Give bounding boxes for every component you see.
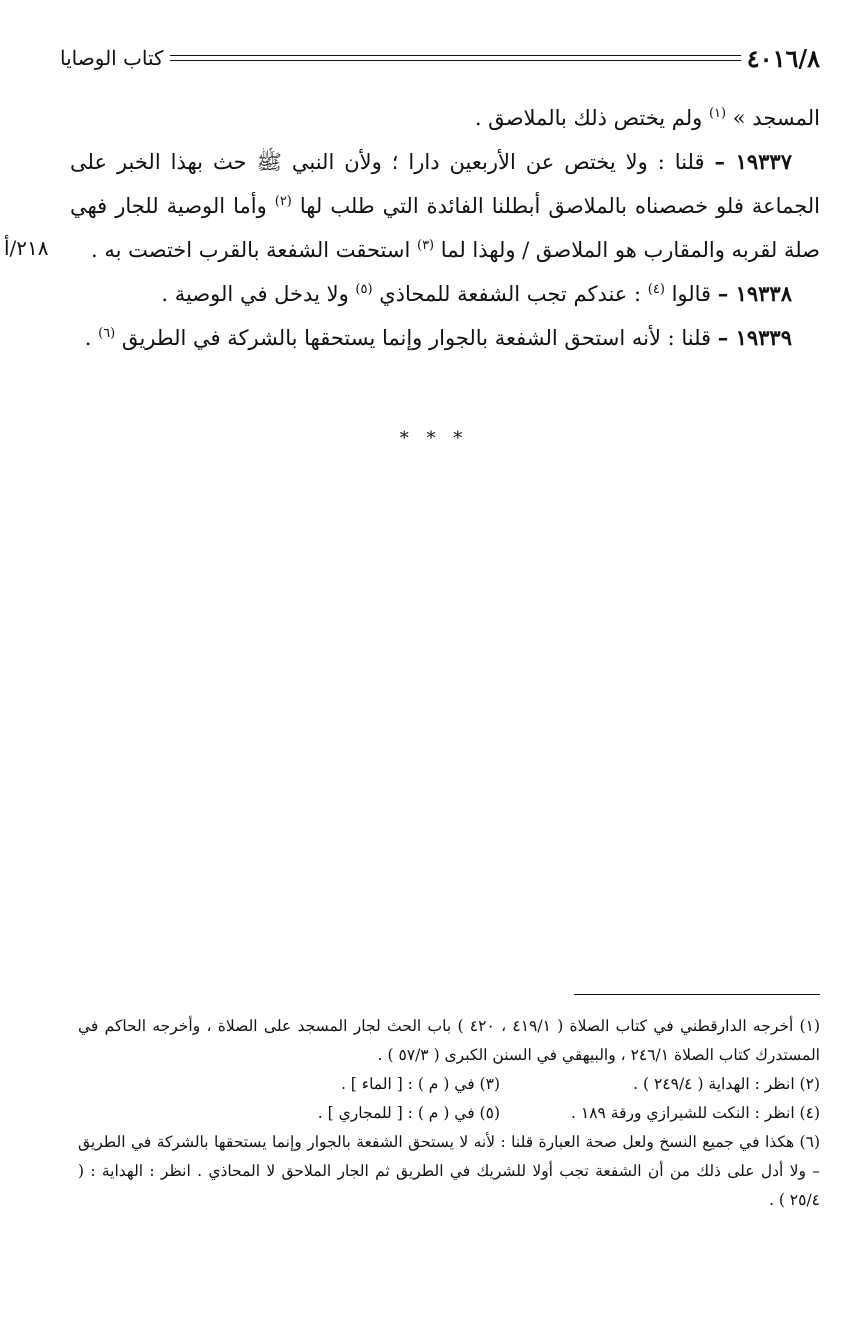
text-segment: : عندكم تجب الشفعة للمحاذي	[372, 282, 648, 306]
footnote-row	[78, 1070, 820, 1099]
text-segment: قلنا : ولا يختص عن الأربعين دارا ؛ ولأن النبي ﷺ حث بهذا الخبر على الجماعة فلو خصصناه بالملاصق أبطلنا الفائدة التي طلب لها	[70, 150, 821, 218]
footnote-3: (٣) في ( م ) : [ الماء ] .	[340, 1075, 500, 1093]
footnote-2: (٢) انظر : الهداية ( ٢٤٩/٤ ) .	[633, 1075, 820, 1093]
issue-number: ١٩٣٣٧ –	[714, 149, 792, 174]
footnote-ref: (٥)	[355, 282, 373, 297]
paragraph-19338	[70, 272, 820, 316]
text-segment: قلنا : لأنه استحق الشفعة بالجوار وإنما يستحقها بالشركة في الطريق	[115, 326, 718, 350]
text-segment: قالوا	[664, 282, 718, 306]
paragraph	[70, 96, 820, 140]
paragraph-19339	[70, 316, 820, 360]
footnote-row	[78, 1099, 820, 1128]
footnote-divider	[574, 994, 820, 995]
text-segment: ولا يدخل في الوصية .	[161, 282, 356, 306]
paragraph-19337	[70, 140, 820, 272]
manuscript-folio-note: ٢١٨/أ	[4, 236, 49, 260]
running-title: كتاب الوصايا	[60, 46, 164, 70]
footnote-4: (٤) انظر : النكت للشيرازي ورقة ١٨٩ .	[571, 1104, 820, 1122]
text-segment: وأما الوصية للجار فهي صلة لقربه والمقارب هو الملاصق / ولهذا لما	[70, 194, 820, 262]
page-header	[60, 38, 820, 78]
footnote-1: (١) أخرجه الدارقطني في كتاب الصلاة ( ٤١٩/١ ، ٤٢٠ ) باب الحث لجار المسجد على الصلاة ، وأخرجه الحاكم في المستدرك كتاب الصلاة ٢٤٦/١ ، والبيهقي في السنن الكبرى ( ٥٧/٣ ) .	[78, 1017, 820, 1064]
footnote-ref: (٦)	[98, 326, 116, 341]
footnotes	[78, 1012, 820, 1215]
footnote-6: (٦) هكذا في جميع النسخ ولعل صحة العبارة قلنا : لأنه لا يستحق الشفعة بالجوار وإنما يستحقها بالشركة في الطريق – ولا أدل على ذلك من أن الشفعة تجب أولا للشريك في الطريق ثم الجار الملاحق لا المحاذي . انظر : الهداية : ( ٢٥/٤ ) .	[78, 1133, 820, 1209]
page-number: ٤٠١٦/٨	[746, 43, 820, 73]
text-segment: المسجد »	[726, 106, 820, 130]
header-rule	[170, 55, 741, 61]
text-segment: ولم يختص ذلك بالملاصق .	[474, 106, 709, 130]
issue-number: ١٩٣٣٩ –	[717, 325, 792, 350]
footnote-ref: (٢)	[274, 194, 292, 209]
footnote-ref: (٣)	[416, 238, 435, 253]
text-segment: .	[84, 326, 99, 350]
footnote-ref: (٤)	[647, 282, 665, 297]
footnote-ref: (١)	[708, 106, 727, 121]
text-segment: استحقت الشفعة بالقرب اختصت به .	[91, 238, 417, 262]
main-text	[70, 96, 820, 360]
section-separator: * * *	[399, 428, 469, 449]
footnote-5: (٥) في ( م ) : [ للمجاري ] .	[317, 1104, 500, 1122]
issue-number: ١٩٣٣٨ –	[717, 281, 792, 306]
